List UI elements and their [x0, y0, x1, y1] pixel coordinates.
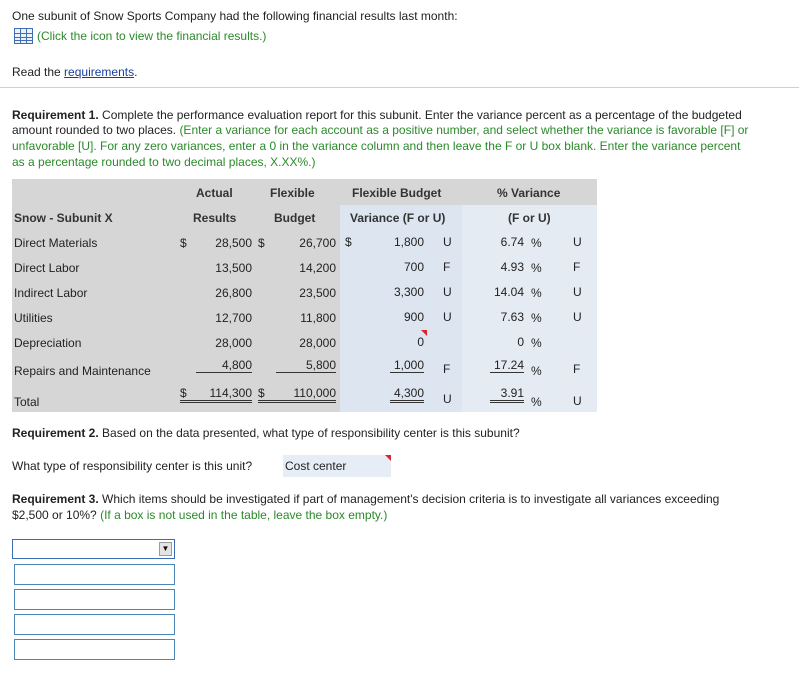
row-label: Direct Labor: [14, 261, 80, 275]
table-grid-icon[interactable]: [14, 28, 33, 44]
header-pct-variance: % Variance: [497, 186, 561, 200]
fu-select[interactable]: F: [443, 362, 451, 376]
variance-input[interactable]: 1,000: [390, 358, 424, 373]
variance-input[interactable]: 0: [417, 335, 424, 349]
dollar-sign: $: [258, 386, 265, 400]
row-label: Utilities: [14, 311, 53, 325]
fu-select[interactable]: U: [573, 235, 582, 249]
header-results: Results: [193, 211, 237, 225]
header-budget: Budget: [274, 211, 316, 225]
row-label: Direct Materials: [14, 236, 98, 250]
row-header-subunit: Snow - Subunit X: [14, 211, 113, 225]
pct-input[interactable]: 6.74: [500, 235, 524, 249]
pct-input[interactable]: 14.04: [493, 285, 524, 299]
header-flexible: Flexible: [270, 186, 315, 200]
req1-line4: as a percentage rounded to two decimal places, X.XX%.): [12, 155, 316, 169]
total-actual: [180, 386, 252, 403]
percent-sign: %: [531, 336, 542, 350]
fu-select[interactable]: U: [443, 310, 452, 324]
fu-select[interactable]: U: [443, 285, 452, 299]
responsibility-center-value: Cost center: [285, 459, 347, 473]
total-pct-input[interactable]: 3.91: [490, 386, 524, 403]
flex-value: 26,700: [299, 236, 336, 250]
pct-input[interactable]: 4.93: [500, 260, 524, 274]
req1-line2-black: amount rounded to two places.: [12, 123, 180, 137]
percent-sign: %: [531, 236, 542, 250]
total-variance-input[interactable]: 4,300: [390, 386, 424, 403]
dollar-sign: $: [345, 235, 352, 249]
actual-value: 28,500: [215, 236, 252, 250]
read-prefix: Read the: [12, 65, 65, 79]
divider: [0, 87, 799, 88]
financial-results-link[interactable]: (Click the icon to view the financial results.): [37, 29, 267, 43]
fu-select[interactable]: F: [573, 260, 581, 274]
req2-question: What type of responsibility center is this unit?: [12, 459, 253, 473]
investigate-item-input[interactable]: [14, 639, 175, 660]
investigate-item-input[interactable]: [14, 614, 175, 635]
fu-select[interactable]: U: [573, 310, 582, 324]
req1-line3: unfavorable [U]. For any zero variances, enter a 0 in the variance column and then leave the F or U box blank. Enter the variance percent: [12, 139, 741, 153]
total-actual-value: 114,300: [209, 386, 252, 400]
req2-body: Based on the data presented, what type of responsibility center is this subunit?: [98, 426, 520, 440]
red-corner-flag-icon: [385, 455, 391, 461]
percent-sign: %: [531, 261, 542, 275]
fu-select[interactable]: U: [573, 285, 582, 299]
total-flex-value: 110,000: [293, 386, 336, 400]
pct-input[interactable]: 0: [517, 335, 524, 349]
req3-line2-black: $2,500 or 10%?: [12, 508, 101, 522]
percent-sign: %: [531, 286, 542, 300]
fu-select[interactable]: U: [573, 394, 582, 408]
req1-line2-green: (Enter a variance for each account as a positive number, and select whether the variance is favorable [F] or: [179, 123, 749, 137]
dollar-sign: $: [258, 236, 265, 250]
investigate-item-select[interactable]: [12, 539, 175, 559]
pct-input[interactable]: 17.24: [490, 358, 524, 373]
row-label: Depreciation: [14, 336, 82, 350]
read-requirements: [12, 65, 137, 79]
investigate-item-input[interactable]: [14, 589, 175, 610]
req1-line1: [12, 108, 742, 122]
req2-label: Requirement 2.: [12, 426, 99, 440]
header-flexible-budget: Flexible Budget: [352, 186, 442, 200]
total-flex: [258, 386, 336, 403]
req3-line2-green: (If a box is not used in the table, leave the box empty.): [100, 508, 388, 522]
actual-value: 28,000: [215, 336, 252, 350]
fu-select[interactable]: F: [443, 260, 451, 274]
variance-input[interactable]: 700: [403, 260, 424, 274]
req1-label: Requirement 1.: [12, 108, 99, 122]
actual-value: 26,800: [215, 286, 252, 300]
req1-text: Complete the performance evaluation report for this subunit. Enter the variance percent as a percentage of the budgeted: [98, 108, 742, 122]
fu-select[interactable]: F: [573, 362, 581, 376]
flex-value: 14,200: [299, 261, 336, 275]
percent-sign: %: [531, 364, 542, 378]
requirements-link[interactable]: requirements: [64, 65, 135, 79]
dollar-sign: $: [180, 236, 187, 250]
req3-line1: [12, 492, 719, 506]
req2-text: [12, 426, 520, 440]
intro-text: One subunit of Snow Sports Company had the following financial results last month:: [12, 9, 458, 23]
row-label: Indirect Labor: [14, 286, 88, 300]
fu-select[interactable]: U: [443, 235, 452, 249]
req3-line2: [12, 508, 387, 522]
chevron-down-icon[interactable]: ▼: [159, 542, 172, 556]
flex-value: 11,800: [300, 311, 336, 325]
actual-value: 13,500: [215, 261, 252, 275]
percent-sign: %: [531, 311, 542, 325]
percent-sign: %: [531, 395, 542, 409]
req3-label: Requirement 3.: [12, 492, 99, 506]
variance-input[interactable]: 3,300: [393, 285, 424, 299]
flex-value: 5,800: [276, 358, 336, 373]
variance-input[interactable]: 900: [403, 310, 424, 324]
flex-value: 28,000: [299, 336, 336, 350]
pct-input[interactable]: 7.63: [500, 310, 524, 324]
row-label: Repairs and Maintenance: [14, 364, 151, 378]
variance-input[interactable]: 1,800: [393, 235, 424, 249]
flex-value: 23,500: [299, 286, 336, 300]
header-variance-fu: Variance (F or U): [350, 211, 446, 225]
total-label: Total: [14, 395, 40, 409]
req3-body: Which items should be investigated if part of management's decision criteria is to investigate all variances exceeding: [98, 492, 720, 506]
dollar-sign: $: [180, 386, 187, 400]
header-pct-fu: (F or U): [508, 211, 551, 225]
actual-value: 12,700: [215, 311, 252, 325]
actual-value: 4,800: [196, 358, 252, 373]
req1-line2: [12, 123, 748, 137]
fu-select[interactable]: U: [443, 392, 452, 406]
read-suffix: .: [134, 65, 138, 79]
investigate-item-input[interactable]: [14, 564, 175, 585]
header-actual: Actual: [196, 186, 233, 200]
